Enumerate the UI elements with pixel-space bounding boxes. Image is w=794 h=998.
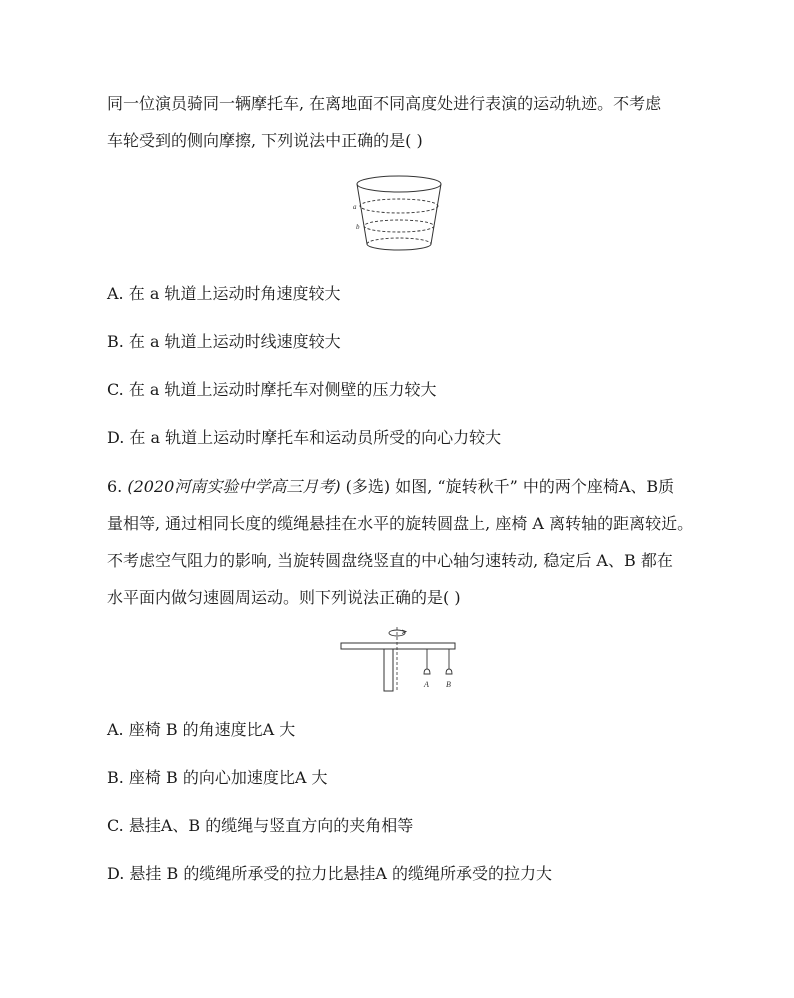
- cylinder-bottom-back: [367, 238, 431, 244]
- q6-number: 6.: [107, 477, 128, 496]
- label-b: b: [356, 223, 360, 231]
- seat-b: [446, 669, 452, 674]
- label-seat-b: B: [446, 680, 451, 689]
- q6-option-b: B. 座椅 B 的向心加速度比A 大: [107, 768, 328, 787]
- q5-option-c: C. 在 a 轨道上运动时摩托车对侧壁的压力较大: [107, 380, 437, 399]
- vertical-shaft: [384, 649, 393, 691]
- track-a: [360, 199, 438, 213]
- track-b: [364, 220, 434, 232]
- q6-option-a: A. 座椅 B 的角速度比A 大: [107, 720, 296, 739]
- cylinder-left-wall: [357, 184, 367, 244]
- seat-a: [424, 669, 430, 674]
- q5-option-a: A. 在 a 轨道上运动时角速度较大: [107, 284, 341, 303]
- cylinder-right-wall: [431, 184, 441, 244]
- q6-stem-line-1-rest: (多选) 如图, “旋转秋千” 中的两个座椅A、B质: [340, 477, 675, 496]
- q6-option-d: D. 悬挂 B 的缆绳所承受的拉力比悬挂A 的缆绳所承受的拉力大: [107, 864, 553, 883]
- q6-source: (2020河南实验中学高三月考): [127, 477, 341, 496]
- label-a: a: [353, 203, 357, 211]
- q6-option-c: C. 悬挂A、B 的缆绳与竖直方向的夹角相等: [107, 816, 414, 835]
- rotating-swing-figure: [338, 624, 460, 696]
- q5-option-d: D. 在 a 轨道上运动时摩托车和运动员所受的向心力较大: [107, 428, 502, 447]
- q5-option-b: B. 在 a 轨道上运动时线速度较大: [107, 332, 341, 351]
- q5-stem-line-2: 车轮受到的侧向摩擦, 下列说法中正确的是( ): [107, 131, 423, 150]
- cylinder-bottom-front: [367, 244, 431, 250]
- cylinder-top-rim: [357, 176, 441, 192]
- q6-stem-line-3: 不考虑空气阻力的影响, 当旋转圆盘绕竖直的中心轴匀速转动, 稳定后 A、B 都在: [107, 551, 673, 570]
- q5-stem-line-1: 同一位演员骑同一辆摩托车, 在离地面不同高度处进行表演的运动轨迹。不考虑: [107, 94, 662, 113]
- q6-stem-line-4: 水平面内做匀速圆周运动。则下列说法正确的是( ): [107, 588, 461, 607]
- q6-stem-line-1: [107, 477, 674, 497]
- rotating-disk: [341, 643, 455, 649]
- cylinder-track-figure: [352, 170, 446, 262]
- q6-stem-line-2: 量相等, 通过相同长度的缆绳悬挂在水平的旋转圆盘上, 座椅 A 离转轴的距离较近。: [107, 514, 694, 533]
- label-seat-a: A: [424, 680, 429, 689]
